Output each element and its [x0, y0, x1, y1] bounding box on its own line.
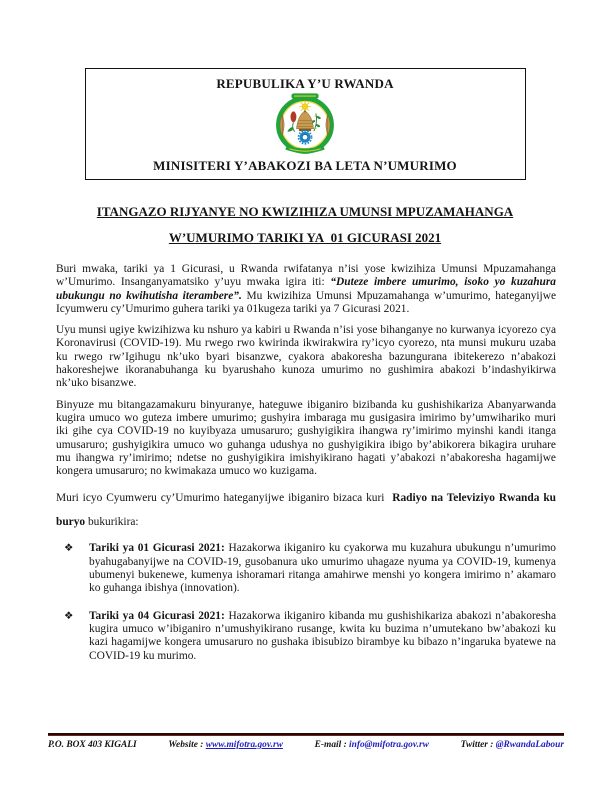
- diamond-bullet-icon: ❖: [64, 542, 74, 555]
- document-body: [56, 263, 556, 663]
- ministry-title: MINISITERI Y’ABAKOZI BA LETA N’UMURIMO: [153, 158, 457, 173]
- list-item-tariki-01: [56, 542, 556, 595]
- paragraph-intro: [56, 263, 556, 316]
- twitter-link[interactable]: @RwandaLabour: [495, 740, 564, 750]
- document-title: [0, 199, 610, 251]
- paragraph-intro-tail: Mu kwizihiza Umunsi Mpuzamahanga w’umurimo, hateganyijwe Icyumweru cy’Umurimo guhera tariki ya 01kugeza tariki ya 7 Gicurasi 2021.: [56, 289, 556, 315]
- twitter-group: [461, 740, 564, 750]
- theme-quote: “Duteze imbere umurimo, isoko yo kuzahura ubukungu no kwihutisha iterambere”.: [56, 276, 556, 302]
- email-group: [315, 740, 429, 750]
- bullet-text: Hazakorwa ikiganiro ku cyakorwa mu kuzahura ubukungu n’umurimo byahugabanyijwe na COVID-19, gusobanura uko umurimo uhagaze nyuma ya COVID-19, kumenya ubumenyi bukenewe, kumenya ishoramari ritanga amahirwe menshi yo kongera imirimo n’ akamaro ko guhanga ibishya (innovation).: [89, 542, 556, 595]
- email-label: E-mail :: [314, 740, 350, 750]
- rwanda-coat-of-arms-icon: [271, 93, 339, 157]
- email-link[interactable]: info@mifotra.gov.rw: [349, 740, 429, 750]
- website-group: [168, 740, 283, 750]
- bullet-text: Hazakorwa ikiganiro kibanda mu gushishikariza abakozi n’abakoresha kugira umuco w’ibiganiro n’umushyikirano rusange, kwita ku buzima n’umutekano bw’abakozi ku kazi hagamijwe kongera umusaruro no gushaka ibisubizo birambye ku bibazo n’ingaruka byatewe na COVID-19 ku murimo.: [89, 609, 557, 662]
- document-title-line1: ITANGAZO RIJYANYE NO KWIZIHIZA UMUNSI MPUZAMAHANGA: [96, 204, 514, 219]
- footer-contact-row: [48, 740, 564, 750]
- bullet-content: [89, 610, 556, 662]
- list-item-tariki-04: [56, 610, 556, 663]
- radio-tv-bold: Radiyo na Televiziyo Rwanda ku buryo: [56, 492, 556, 529]
- schedule-intro-tail: bukurikira:: [85, 516, 139, 529]
- paragraph-schedule-intro: [56, 486, 556, 534]
- document-title-line2: W’UMURIMO TARIKI YA 01 GICURASI 2021: [168, 230, 442, 245]
- schedule-intro-text: Muri icyo Cyumweru cy’Umurimo hateganyijwe ibiganiro bizaca kuri: [56, 492, 393, 505]
- bullet-content: [89, 542, 556, 594]
- diamond-bullet-icon: ❖: [64, 609, 74, 622]
- paragraph-covid: Uyu munsi ugiye kwizihizwa ku nshuro ya kabiri u Rwanda n’isi yose bihanganye no kurwanya icyorezo cya Koronavirusi (COVID-19). Mu rwego rwo kwirinda ikwirakwira ry’icyo cyorezo, nta munsi mukuru uzaba ku rwego rw’Igihugu nk’uko byari bisanzwe, cyakora abakoresha bazungurana ibitekerezo n’abakozi hakoreshejwe ikoranabuhanga ku byarushaho kunoza umurimo no gushimira abakozi b’indashyikirwa nk’uko bisanzwe.: [56, 324, 556, 390]
- website-label: Website :: [168, 740, 206, 750]
- page-footer: [48, 733, 564, 750]
- paragraph-intro-text: Buri mwaka, tariki ya 1 Gicurasi, u Rwanda rwifatanya n’isi yose kwizihiza Umunsi Mpuzamahanga w’Umurimo. Insanganyamatsiko y’uyu mwaka igira iti:: [56, 263, 556, 289]
- bullet-date-label: Tariki ya 04 Gicurasi 2021:: [89, 609, 225, 622]
- pobox-text: P.O. BOX 403 KIGALI: [48, 740, 137, 750]
- republic-title: REPUBULIKA Y’U RWANDA: [216, 76, 394, 91]
- twitter-label: Twitter :: [460, 740, 496, 750]
- paragraph-programs: Binyuze mu bitangazamakuru binyuranye, hateguwe ibiganiro bizibanda ku gushishikariza Abanyarwanda kugira umuco wo guteza imbere umurimo; gushyira imbaraga mu gusigasira imirimo by’umwihariko muri iki gihe cya COVID-19 no kuyibyaza umusaruro; gushyigikira ihangwa ry’imirimo myinshi kandi itanga umusaruro; gushyigikira umuco wo guhanga udushya no gushyigikira ibigo by’abikorera bikagira uruhare mu ihangwa ry’imirimo; ndetse no gushyigikira imishyikirano hagati y’abakozi n’abakoresha hagamijwe kongera umusaruro; no kwimakaza umuco wo kuzigama.: [56, 398, 556, 478]
- bullet-date-label: Tariki ya 01 Gicurasi 2021:: [89, 542, 225, 555]
- emblem-container: [90, 93, 521, 157]
- footer-double-rule: [48, 733, 564, 736]
- letterhead: [85, 68, 526, 180]
- website-link[interactable]: www.mifotra.gov.rw: [205, 740, 283, 750]
